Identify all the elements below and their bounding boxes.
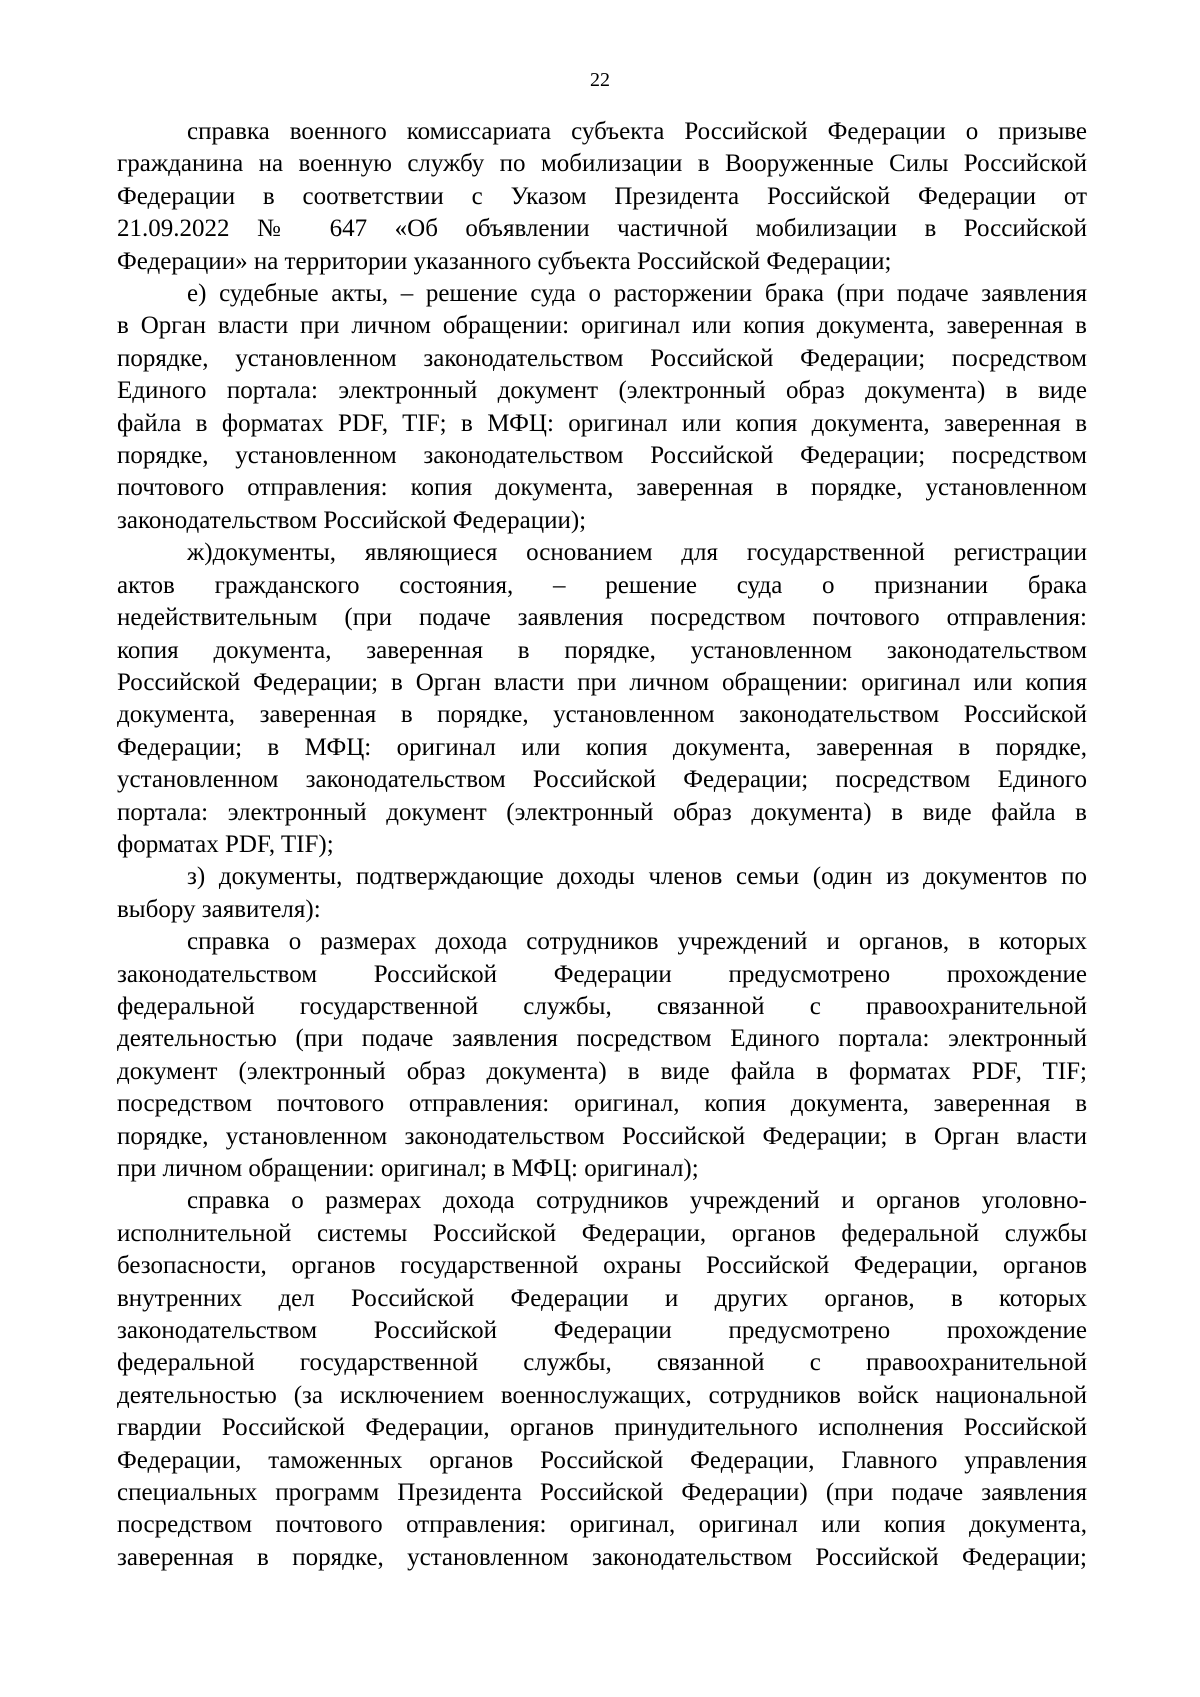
text-line: исполнительной системы Российской Федерации, органов федеральной службы	[117, 1219, 1087, 1247]
text-line: федеральной государственной службы, связанной с правоохранительной	[117, 992, 1087, 1020]
text-line: копия документа, заверенная в порядке, установленном законодательством	[117, 636, 1087, 664]
text-line: посредством почтового отправления: оригинал, копия документа, заверенная в	[117, 1090, 1087, 1118]
text-line: посредством почтового отправления: оригинал, оригинал или копия документа,	[117, 1511, 1087, 1539]
text-line: форматах PDF, TIF);	[117, 830, 334, 858]
text-line: гражданина на военную службу по мобилизации в Вооруженные Силы Российской	[117, 150, 1087, 178]
text-line: порядке, установленном законодательством Российской Федерации; посредством	[117, 442, 1087, 470]
text-line: заверенная в порядке, установленном законодательством Российской Федерации;	[117, 1543, 1087, 1571]
text-line: почтового отправления: копия документа, заверенная в порядке, установленном	[117, 474, 1087, 502]
text-line: Российской Федерации; в Орган власти при личном обращении: оригинал или копия	[117, 668, 1087, 696]
text-line: специальных программ Президента Российской Федерации) (при подаче заявления	[117, 1479, 1087, 1507]
text-line: Федерации в соответствии с Указом Президента Российской Федерации от	[117, 182, 1087, 210]
text-line: з) документы, подтверждающие доходы членов семьи (один из документов по	[187, 863, 1087, 891]
text-line: деятельностью (за исключением военнослужащих, сотрудников войск национальной	[117, 1381, 1087, 1409]
text-line: портала: электронный документ (электронный образ документа) в виде файла в	[117, 798, 1087, 826]
paragraph-income-certificate-1	[117, 926, 1087, 1185]
paragraph-income-certificate-2	[117, 1185, 1087, 1574]
text-line: безопасности, органов государственной охраны Российской Федерации, органов	[117, 1252, 1087, 1280]
text-line: внутренних дел Российской Федерации и других органов, в которых	[117, 1284, 1087, 1312]
text-line: справка о размерах дохода сотрудников учреждений и органов, в которых	[187, 928, 1087, 956]
text-line: ж)документы, являющиеся основанием для государственной регистрации	[187, 539, 1087, 567]
text-line: справка о размерах дохода сотрудников учреждений и органов уголовно-	[187, 1187, 1087, 1215]
text-line: справка военного комиссариата субъекта Российской Федерации о призыве	[187, 118, 1087, 145]
text-line: выбору заявителя):	[117, 895, 321, 923]
text-line: е) судебные акты, – решение суда о расторжении брака (при подаче заявления	[187, 280, 1087, 308]
document-body	[117, 116, 1087, 1574]
text-line: Единого портала: электронный документ (электронный образ документа) в виде	[117, 377, 1087, 405]
text-line: федеральной государственной службы, связанной с правоохранительной	[117, 1349, 1087, 1377]
text-line: установленном законодательством Российской Федерации; посредством Единого	[117, 766, 1087, 794]
paragraph-item-z	[117, 861, 1087, 926]
text-line: файла в форматах PDF, TIF; в МФЦ: оригинал или копия документа, заверенная в	[117, 409, 1087, 437]
page-number: 22	[590, 69, 610, 91]
text-line: при личном обращении: оригинал; в МФЦ: оригинал);	[117, 1155, 699, 1182]
text-line: 21.09.2022 № 647 «Об объявлении частичной мобилизации в Российской	[117, 215, 1087, 243]
text-line: законодательством Российской Федерации предусмотрено прохождение	[117, 1317, 1087, 1345]
text-line: Федерации, таможенных органов Российской Федерации, Главного управления	[117, 1446, 1087, 1474]
paragraph-item-zh	[117, 537, 1087, 861]
text-line: законодательством Российской Федерации);	[117, 506, 587, 534]
text-line: недействительным (при подаче заявления посредством почтового отправления:	[117, 604, 1087, 632]
paragraph-item-e	[117, 278, 1087, 537]
text-line: документа, заверенная в порядке, установленном законодательством Российской	[117, 701, 1087, 729]
text-line: документ (электронный образ документа) в виде файла в форматах PDF, TIF;	[117, 1057, 1087, 1085]
text-line: Федерации» на территории указанного субъекта Российской Федерации;	[117, 247, 892, 275]
text-line: деятельностью (при подаче заявления посредством Единого портала: электронный	[117, 1025, 1087, 1053]
text-line: порядке, установленном законодательством Российской Федерации; в Орган власти	[117, 1122, 1087, 1150]
paragraph-military-certificate	[117, 116, 1087, 278]
text-line: гвардии Российской Федерации, органов принудительного исполнения Российской	[117, 1414, 1087, 1442]
text-line: порядке, установленном законодательством Российской Федерации; посредством	[117, 344, 1087, 372]
text-line: Федерации; в МФЦ: оригинал или копия документа, заверенная в порядке,	[117, 733, 1087, 761]
text-line: в Орган власти при личном обращении: оригинал или копия документа, заверенная в	[117, 312, 1087, 340]
text-line: актов гражданского состояния, – решение суда о признании брака	[117, 571, 1087, 599]
text-line: законодательством Российской Федерации предусмотрено прохождение	[117, 960, 1087, 988]
